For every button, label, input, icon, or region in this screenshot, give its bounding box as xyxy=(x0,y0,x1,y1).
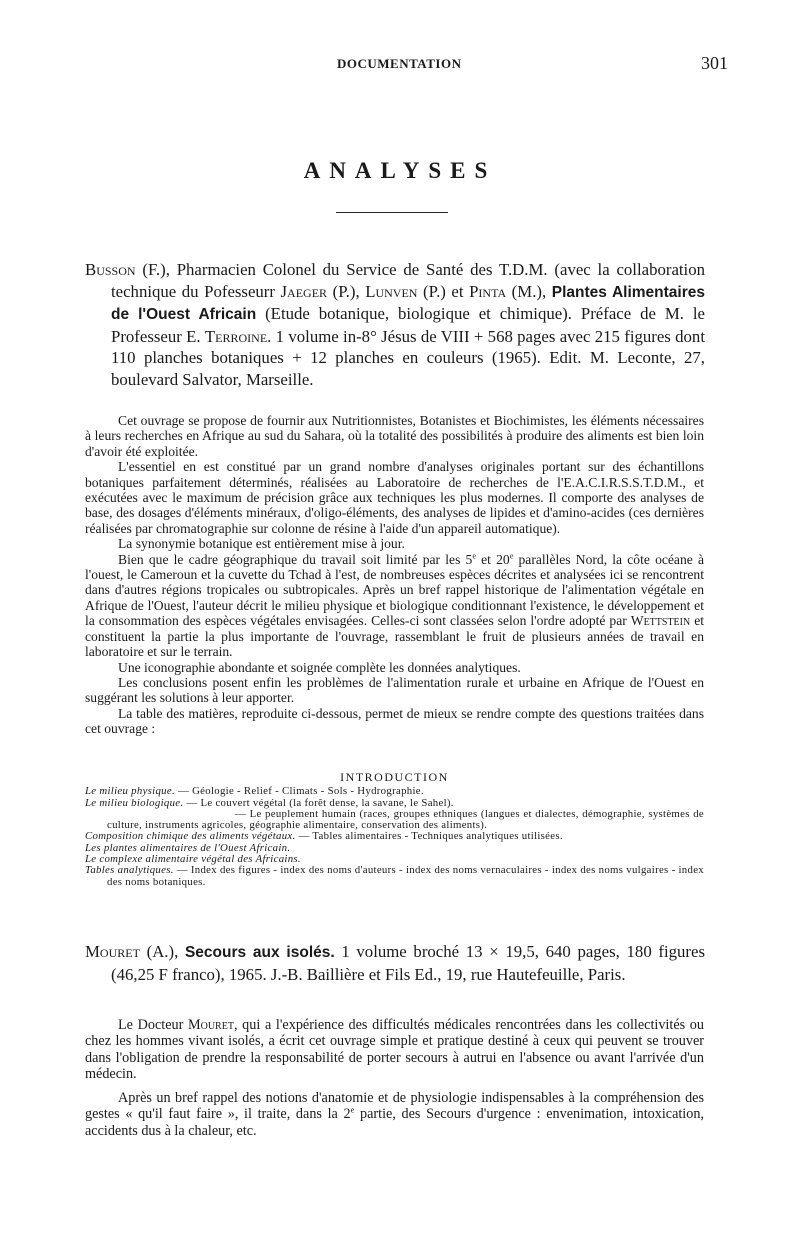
title-rule xyxy=(336,212,448,213)
review-1-citation: Busson (F.), Pharmacien Colonel du Service de Santé des T.D.M. (avec la collaboration technique du Pofesseurr Jaeger (P.), Lunven (P.) et Pinta (M.), Plantes Alimentaires de l'Ouest Africain (Etude botanique, biologique et chimique). Préface de M. le Professeur E. Terroine. 1 volume in-8° Jésus de VIII + 568 pages avec 215 figures dont 110 planches botaniques + 12 planches en couleurs (1965). Edit. M. Leconte, 27, boulevard Salvator, Marseille. xyxy=(85,260,705,389)
table-of-contents xyxy=(85,772,704,888)
toc-entry: Les plantes alimentaires de l'Ouest Africain. xyxy=(85,841,291,854)
paragraph: Cet ouvrage se propose de fournir aux Nutritionnistes, Botanistes et Biochimistes, les éléments nécessaires à leurs recherches en Afrique au sud du Sahara, où la totalité des possibilités à produire des aliments est bien loin d'avoir été exploitée. xyxy=(85,413,704,459)
review-2-body xyxy=(85,1017,704,1147)
toc-entry: — Le peuplement humain (races, groupes ethniques (langues et dialectes, démographie, systèmes de culture, instruments agricoles, géographie alimentaire, conservation des aliments). xyxy=(107,807,704,832)
review-2-citation: Mouret (A.), Secours aux isolés. 1 volume broché 13 × 19,5, 640 pages, 180 figures (46,25 F franco), 1965. J.-B. Baillière et Fils Ed., 19, rue Hautefeuille, Paris. xyxy=(85,942,705,984)
section-title: ANALYSES xyxy=(303,158,497,183)
cited-author: Mouret xyxy=(188,1017,234,1033)
collaborator-name: Lunven xyxy=(365,281,418,301)
paragraph: Après un bref rappel des notions d'anatomie et de physiologie indispensables à la compréhension des gestes « qu'il faut faire », il traite, dans la 2e partie, des Secours d'urgence : envenimation, intoxication, accidents dus à la chaleur, etc. xyxy=(85,1090,704,1139)
toc-entry: Le milieu physique. — Géologie - Relief - Climats - Sols - Hydrographie. xyxy=(85,785,424,798)
cited-author: Wettstein xyxy=(630,613,691,629)
toc-entry: Le milieu biologique. — Le couvert végétal (la forêt dense, la savane, le Sahel). xyxy=(85,796,454,809)
paragraph: Une iconographie abondante et soignée complète les données analytiques. xyxy=(118,659,521,675)
page-number: 301 xyxy=(701,53,728,73)
book-title: Secours aux isolés. xyxy=(184,944,335,961)
paragraph: L'essentiel en est constitué par un grand nombre d'analyses originales portant sur des échantillons botaniques parfaitement déterminés, réalisées au Laboratoire de recherches de l'E.A.C.I.R.S.S.T.D.M., et exécutées avec le maximum de précision grâce aux techniques les plus modernes. Il comporte des analyses de base, des dosages d'éléments minéraux, d'oligo-éléments, des analyses de lipides et d'amino-acides (ces dernières réalisées par chromatographie sur colonne de résine à l'aide d'un appareil automatique). xyxy=(85,459,704,536)
paragraph: Bien que le cadre géographique du travail soit limité par les 5e et 20e parallèles Nord, la côte océane à l'ouest, le Cameroun et la cuvette du Tchad à l'est, de nombreuses espèces décrites et analysées ici se rencontrent dans d'autres régions tropicales ou subtropicales. Après un bref rappel historique de l'alimentation végétale en Afrique de l'Ouest, l'auteur décrit le milieu physique et biologique conditionnant l'existence, le développement et la consommation des espèces végétales envisagées. Celles-ci sont classées selon l'ordre adopté par Wettstein et constituent la partie la plus importante de l'ouvrage, rassemblant le fruit de plusieurs années de travail en laboratoire et sur le terrain. xyxy=(85,551,705,660)
preface-author: Terroine xyxy=(204,326,268,346)
toc-entry: Tables analytiques. — Index des figures - index des noms d'auteurs - index des noms vernaculaires - index des noms vulgaires - index des noms botaniques. xyxy=(85,864,704,888)
collaborator-name: Jaeger xyxy=(280,281,328,301)
paragraph: Le Docteur Mouret, qui a l'expérience des difficultés médicales rencontrées dans les collectivités ou chez les hommes vivant isolés, a écrit cet ouvrage simple et pratique destiné à ceux qui peuvent se trouver dans l'obligation de prendre la responsabilité de porter secours à autrui en l'absence ou avant l'arrivée d'un médecin. xyxy=(85,1017,704,1082)
running-title: DOCUMENTATION xyxy=(337,56,462,71)
paragraph: Les conclusions posent enfin les problèmes de l'alimentation rurale et urbaine en Afrique de l'Ouest en suggérant les solutions à leur apporter. xyxy=(85,674,704,706)
toc-heading: INTRODUCTION xyxy=(340,770,449,784)
author-name: Mouret xyxy=(85,942,140,961)
toc-entry: Composition chimique des aliments végétaux. — Tables alimentaires - Techniques analytiques utilisées. xyxy=(85,830,563,843)
collaborator-name: Pinta xyxy=(469,281,507,301)
review-1-body xyxy=(85,413,704,737)
book-title: Plantes Alimentaires de l'Ouest Africain xyxy=(111,283,705,324)
paragraph: La table des matières, reproduite ci-dessous, permet de mieux se rendre compte des questions traitées dans cet ouvrage : xyxy=(85,705,704,737)
paragraph: La synonymie botanique est entièrement mise à jour. xyxy=(118,536,405,552)
author-name: Busson xyxy=(85,260,136,279)
running-head xyxy=(82,53,728,76)
toc-entry: Le complexe alimentaire végétal des Africains. xyxy=(85,853,301,866)
